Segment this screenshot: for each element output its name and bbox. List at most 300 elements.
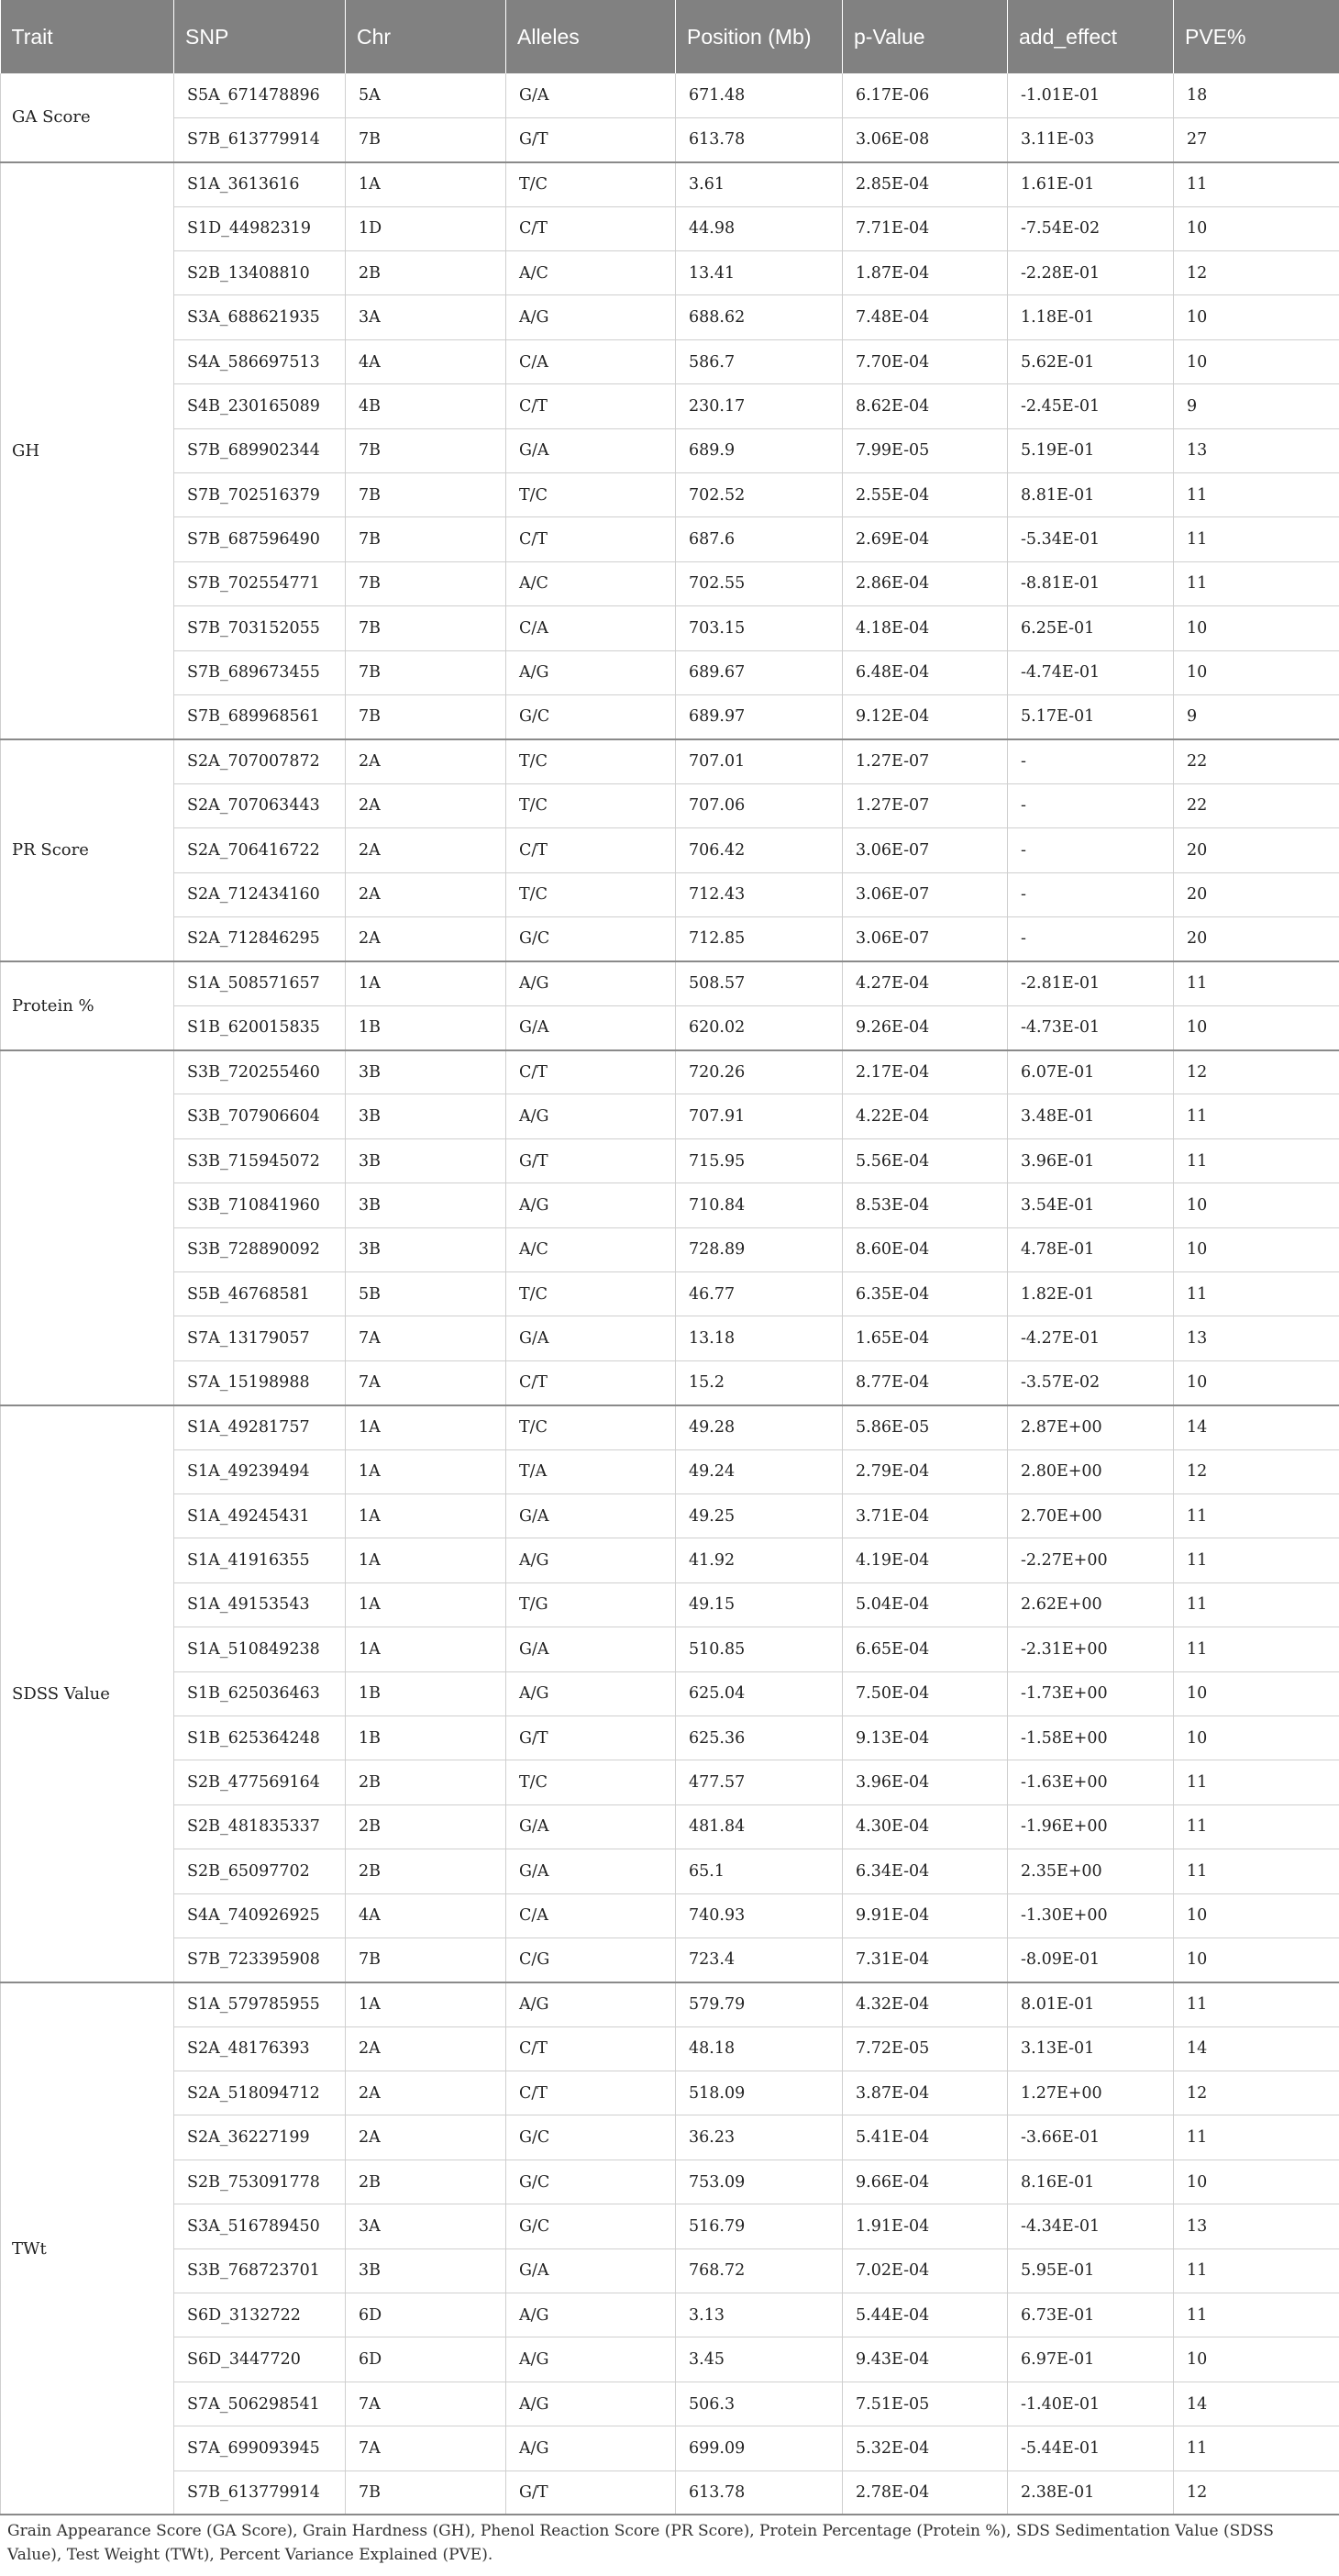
pve-cell: 10 bbox=[1174, 2160, 1339, 2204]
alleles-cell: G/C bbox=[506, 2204, 676, 2248]
p-value-cell: 2.78E-04 bbox=[843, 2471, 1008, 2515]
snp-cell: S5B_46768581 bbox=[174, 1272, 346, 1316]
table-row bbox=[1, 783, 1339, 827]
p-value-cell: 7.02E-04 bbox=[843, 2248, 1008, 2293]
position-cell: 712.85 bbox=[676, 916, 843, 960]
position-cell: 710.84 bbox=[676, 1183, 843, 1227]
p-value-cell: 1.27E-07 bbox=[843, 783, 1008, 827]
snp-cell: S7A_699093945 bbox=[174, 2426, 346, 2471]
position-cell: 44.98 bbox=[676, 206, 843, 250]
snp-cell: S7B_689968561 bbox=[174, 694, 346, 738]
position-cell: 49.25 bbox=[676, 1494, 843, 1538]
position-cell: 720.26 bbox=[676, 1050, 843, 1094]
pve-cell: 9 bbox=[1174, 694, 1339, 738]
alleles-cell: G/T bbox=[506, 1715, 676, 1760]
alleles-cell: T/C bbox=[506, 1760, 676, 1804]
snp-cell: S3A_516789450 bbox=[174, 2204, 346, 2248]
add-effect-cell: 8.01E-01 bbox=[1008, 1982, 1174, 2026]
snp-cell: S1A_41916355 bbox=[174, 1538, 346, 1582]
chr-cell: 1A bbox=[346, 1449, 506, 1493]
position-cell: 706.42 bbox=[676, 828, 843, 872]
p-value-cell: 7.70E-04 bbox=[843, 339, 1008, 383]
add-effect-cell: -1.01E-01 bbox=[1008, 73, 1174, 117]
position-cell: 688.62 bbox=[676, 295, 843, 339]
snp-cell: S1B_625036463 bbox=[174, 1671, 346, 1715]
table-row bbox=[1, 1405, 1339, 1449]
p-value-cell: 4.30E-04 bbox=[843, 1804, 1008, 1849]
alleles-cell: G/C bbox=[506, 916, 676, 960]
table-row bbox=[1, 2248, 1339, 2293]
snp-cell: S2A_518094712 bbox=[174, 2071, 346, 2115]
pve-cell: 27 bbox=[1174, 117, 1339, 161]
add-effect-cell: -4.74E-01 bbox=[1008, 650, 1174, 694]
add-effect-cell: -1.58E+00 bbox=[1008, 1715, 1174, 1760]
add-effect-cell: 6.25E-01 bbox=[1008, 606, 1174, 650]
add-effect-cell: - bbox=[1008, 739, 1174, 783]
snp-cell: S3B_715945072 bbox=[174, 1138, 346, 1183]
add-effect-cell: 2.62E+00 bbox=[1008, 1582, 1174, 1627]
alleles-cell: T/C bbox=[506, 739, 676, 783]
p-value-cell: 3.87E-04 bbox=[843, 2071, 1008, 2115]
trait-cell: TWt bbox=[1, 1982, 174, 2515]
alleles-cell: T/C bbox=[506, 1272, 676, 1316]
add-effect-cell: 1.82E-01 bbox=[1008, 1272, 1174, 1316]
add-effect-cell: -8.09E-01 bbox=[1008, 1938, 1174, 1982]
chr-cell: 3A bbox=[346, 2204, 506, 2248]
pve-cell: 12 bbox=[1174, 1050, 1339, 1094]
pve-cell: 13 bbox=[1174, 1316, 1339, 1360]
table-row bbox=[1, 650, 1339, 694]
snp-cell: S3B_707906604 bbox=[174, 1094, 346, 1138]
chr-cell: 3B bbox=[346, 1227, 506, 1271]
snp-cell: S7B_703152055 bbox=[174, 606, 346, 650]
header-p-value: p-Value bbox=[843, 0, 1008, 73]
header-alleles: Alleles bbox=[506, 0, 676, 73]
snp-cell: S7B_689673455 bbox=[174, 650, 346, 694]
p-value-cell: 2.69E-04 bbox=[843, 517, 1008, 561]
chr-cell: 1B bbox=[346, 1715, 506, 1760]
add-effect-cell: -5.34E-01 bbox=[1008, 517, 1174, 561]
chr-cell: 7A bbox=[346, 1360, 506, 1405]
position-cell: 65.1 bbox=[676, 1849, 843, 1893]
position-cell: 707.06 bbox=[676, 783, 843, 827]
pve-cell: 13 bbox=[1174, 428, 1339, 472]
trait-cell: SDSS Value bbox=[1, 1405, 174, 1982]
pve-cell: 11 bbox=[1174, 1582, 1339, 1627]
pve-cell: 12 bbox=[1174, 2471, 1339, 2515]
p-value-cell: 8.77E-04 bbox=[843, 1360, 1008, 1405]
alleles-cell: C/T bbox=[506, 1050, 676, 1094]
alleles-cell: T/C bbox=[506, 473, 676, 517]
p-value-cell: 6.17E-06 bbox=[843, 73, 1008, 117]
alleles-cell: C/A bbox=[506, 606, 676, 650]
snp-cell: S7B_723395908 bbox=[174, 1938, 346, 1982]
alleles-cell: G/A bbox=[506, 1494, 676, 1538]
chr-cell: 2A bbox=[346, 872, 506, 916]
header-row bbox=[1, 0, 1339, 73]
snp-cell: S7A_506298541 bbox=[174, 2382, 346, 2426]
position-cell: 728.89 bbox=[676, 1227, 843, 1271]
position-cell: 689.97 bbox=[676, 694, 843, 738]
chr-cell: 1A bbox=[346, 1582, 506, 1627]
table-row bbox=[1, 2204, 1339, 2248]
p-value-cell: 7.51E-05 bbox=[843, 2382, 1008, 2426]
position-cell: 699.09 bbox=[676, 2426, 843, 2471]
snp-cell: S6D_3132722 bbox=[174, 2293, 346, 2337]
add-effect-cell: - bbox=[1008, 783, 1174, 827]
alleles-cell: G/T bbox=[506, 1138, 676, 1183]
table-row bbox=[1, 1627, 1339, 1671]
alleles-cell: T/C bbox=[506, 162, 676, 206]
add-effect-cell: 3.48E-01 bbox=[1008, 1094, 1174, 1138]
position-cell: 3.61 bbox=[676, 162, 843, 206]
chr-cell: 1D bbox=[346, 206, 506, 250]
snp-cell: S2B_753091778 bbox=[174, 2160, 346, 2204]
chr-cell: 2A bbox=[346, 2115, 506, 2160]
chr-cell: 2B bbox=[346, 1760, 506, 1804]
alleles-cell: C/T bbox=[506, 2026, 676, 2071]
position-cell: 702.52 bbox=[676, 473, 843, 517]
p-value-cell: 2.86E-04 bbox=[843, 561, 1008, 605]
table-row bbox=[1, 2071, 1339, 2115]
p-value-cell: 5.56E-04 bbox=[843, 1138, 1008, 1183]
p-value-cell: 4.22E-04 bbox=[843, 1094, 1008, 1138]
table-row bbox=[1, 473, 1339, 517]
snp-cell: S2A_706416722 bbox=[174, 828, 346, 872]
chr-cell: 2B bbox=[346, 251, 506, 295]
snp-cell: S2B_65097702 bbox=[174, 1849, 346, 1893]
position-cell: 3.13 bbox=[676, 2293, 843, 2337]
add-effect-cell: -4.34E-01 bbox=[1008, 2204, 1174, 2248]
table-row bbox=[1, 606, 1339, 650]
add-effect-cell: -2.81E-01 bbox=[1008, 961, 1174, 1005]
chr-cell: 1A bbox=[346, 961, 506, 1005]
snp-cell: S1D_44982319 bbox=[174, 206, 346, 250]
table-row bbox=[1, 339, 1339, 383]
p-value-cell: 4.18E-04 bbox=[843, 606, 1008, 650]
add-effect-cell: -2.27E+00 bbox=[1008, 1538, 1174, 1582]
position-cell: 689.67 bbox=[676, 650, 843, 694]
p-value-cell: 9.66E-04 bbox=[843, 2160, 1008, 2204]
pve-cell: 20 bbox=[1174, 828, 1339, 872]
add-effect-cell: -8.81E-01 bbox=[1008, 561, 1174, 605]
alleles-cell: A/G bbox=[506, 1183, 676, 1227]
chr-cell: 3B bbox=[346, 1050, 506, 1094]
table-row bbox=[1, 517, 1339, 561]
pve-cell: 10 bbox=[1174, 650, 1339, 694]
chr-cell: 3B bbox=[346, 1094, 506, 1138]
add-effect-cell: -1.40E-01 bbox=[1008, 2382, 1174, 2426]
add-effect-cell: - bbox=[1008, 916, 1174, 960]
position-cell: 689.9 bbox=[676, 428, 843, 472]
add-effect-cell: 3.96E-01 bbox=[1008, 1138, 1174, 1183]
pve-cell: 11 bbox=[1174, 1760, 1339, 1804]
table-row bbox=[1, 2337, 1339, 2382]
snp-cell: S1B_620015835 bbox=[174, 1005, 346, 1049]
snp-cell: S2A_707063443 bbox=[174, 783, 346, 827]
alleles-cell: T/A bbox=[506, 1449, 676, 1493]
chr-cell: 2B bbox=[346, 1804, 506, 1849]
table-row bbox=[1, 117, 1339, 161]
alleles-cell: G/A bbox=[506, 2248, 676, 2293]
chr-cell: 2B bbox=[346, 1849, 506, 1893]
p-value-cell: 3.06E-07 bbox=[843, 916, 1008, 960]
snp-cell: S4A_586697513 bbox=[174, 339, 346, 383]
pve-cell: 11 bbox=[1174, 1094, 1339, 1138]
chr-cell: 1A bbox=[346, 1494, 506, 1538]
chr-cell: 7B bbox=[346, 694, 506, 738]
position-cell: 41.92 bbox=[676, 1538, 843, 1582]
position-cell: 768.72 bbox=[676, 2248, 843, 2293]
position-cell: 481.84 bbox=[676, 1804, 843, 1849]
add-effect-cell: -1.96E+00 bbox=[1008, 1804, 1174, 1849]
trait-cell bbox=[1, 1050, 174, 1405]
table-row bbox=[1, 206, 1339, 250]
add-effect-cell: - bbox=[1008, 872, 1174, 916]
pve-cell: 10 bbox=[1174, 1938, 1339, 1982]
snp-cell: S1A_49153543 bbox=[174, 1582, 346, 1627]
chr-cell: 7B bbox=[346, 650, 506, 694]
chr-cell: 4B bbox=[346, 384, 506, 428]
pve-cell: 10 bbox=[1174, 1005, 1339, 1049]
add-effect-cell: 6.97E-01 bbox=[1008, 2337, 1174, 2382]
snp-cell: S3A_688621935 bbox=[174, 295, 346, 339]
position-cell: 613.78 bbox=[676, 117, 843, 161]
table-row bbox=[1, 251, 1339, 295]
add-effect-cell: 2.35E+00 bbox=[1008, 1849, 1174, 1893]
add-effect-cell: 8.81E-01 bbox=[1008, 473, 1174, 517]
add-effect-cell: 3.13E-01 bbox=[1008, 2026, 1174, 2071]
chr-cell: 2A bbox=[346, 916, 506, 960]
alleles-cell: C/G bbox=[506, 1938, 676, 1982]
header-chr: Chr bbox=[346, 0, 506, 73]
alleles-cell: G/A bbox=[506, 1804, 676, 1849]
table-row bbox=[1, 1938, 1339, 1982]
pve-cell: 11 bbox=[1174, 517, 1339, 561]
p-value-cell: 3.06E-07 bbox=[843, 872, 1008, 916]
alleles-cell: A/G bbox=[506, 2382, 676, 2426]
trait-cell: GA Score bbox=[1, 73, 174, 162]
table-row bbox=[1, 2115, 1339, 2160]
alleles-cell: G/C bbox=[506, 694, 676, 738]
chr-cell: 7A bbox=[346, 2382, 506, 2426]
p-value-cell: 1.87E-04 bbox=[843, 251, 1008, 295]
pve-cell: 10 bbox=[1174, 206, 1339, 250]
p-value-cell: 9.91E-04 bbox=[843, 1893, 1008, 1938]
table-row bbox=[1, 162, 1339, 206]
table-row bbox=[1, 1715, 1339, 1760]
table-row bbox=[1, 1982, 1339, 2026]
pve-cell: 14 bbox=[1174, 2026, 1339, 2071]
p-value-cell: 6.34E-04 bbox=[843, 1849, 1008, 1893]
snp-cell: S7B_702554771 bbox=[174, 561, 346, 605]
alleles-cell: C/T bbox=[506, 517, 676, 561]
chr-cell: 7B bbox=[346, 117, 506, 161]
table-row bbox=[1, 1316, 1339, 1360]
add-effect-cell: -3.57E-02 bbox=[1008, 1360, 1174, 1405]
alleles-cell: A/G bbox=[506, 2293, 676, 2337]
snp-cell: S1A_49245431 bbox=[174, 1494, 346, 1538]
snp-cell: S1A_49239494 bbox=[174, 1449, 346, 1493]
alleles-cell: G/A bbox=[506, 1005, 676, 1049]
table-row bbox=[1, 1538, 1339, 1582]
alleles-cell: C/T bbox=[506, 384, 676, 428]
add-effect-cell: 5.19E-01 bbox=[1008, 428, 1174, 472]
position-cell: 49.28 bbox=[676, 1405, 843, 1449]
add-effect-cell: 3.11E-03 bbox=[1008, 117, 1174, 161]
table-row bbox=[1, 1760, 1339, 1804]
add-effect-cell: 4.78E-01 bbox=[1008, 1227, 1174, 1271]
table-body bbox=[1, 73, 1339, 2515]
p-value-cell: 6.35E-04 bbox=[843, 1272, 1008, 1316]
add-effect-cell: 2.87E+00 bbox=[1008, 1405, 1174, 1449]
snp-cell: S1A_510849238 bbox=[174, 1627, 346, 1671]
table-row bbox=[1, 916, 1339, 960]
add-effect-cell: 2.38E-01 bbox=[1008, 2471, 1174, 2515]
alleles-cell: C/A bbox=[506, 1893, 676, 1938]
position-cell: 516.79 bbox=[676, 2204, 843, 2248]
p-value-cell: 2.17E-04 bbox=[843, 1050, 1008, 1094]
snp-cell: S7A_15198988 bbox=[174, 1360, 346, 1405]
table-footnote: Grain Appearance Score (GA Score), Grain Hardness (GH), Phenol Reaction Score (PR Score), Protein Percentage (Protein %), SDS Sedimentation Value (SDSS Value), Test Weight (TWt), Percent Variance Explained (PVE). bbox=[7, 2522, 1274, 2564]
pve-cell: 11 bbox=[1174, 1804, 1339, 1849]
alleles-cell: C/T bbox=[506, 206, 676, 250]
position-cell: 740.93 bbox=[676, 1893, 843, 1938]
alleles-cell: T/C bbox=[506, 872, 676, 916]
chr-cell: 7A bbox=[346, 2426, 506, 2471]
trait-cell: Protein % bbox=[1, 961, 174, 1050]
snp-cell: S6D_3447720 bbox=[174, 2337, 346, 2382]
p-value-cell: 3.06E-08 bbox=[843, 117, 1008, 161]
position-cell: 13.41 bbox=[676, 251, 843, 295]
position-cell: 715.95 bbox=[676, 1138, 843, 1183]
position-cell: 712.43 bbox=[676, 872, 843, 916]
table-row bbox=[1, 1360, 1339, 1405]
chr-cell: 7B bbox=[346, 428, 506, 472]
pve-cell: 22 bbox=[1174, 739, 1339, 783]
add-effect-cell: 8.16E-01 bbox=[1008, 2160, 1174, 2204]
table-row bbox=[1, 1582, 1339, 1627]
add-effect-cell: - bbox=[1008, 828, 1174, 872]
alleles-cell: G/T bbox=[506, 117, 676, 161]
position-cell: 46.77 bbox=[676, 1272, 843, 1316]
snp-cell: S2A_712434160 bbox=[174, 872, 346, 916]
pve-cell: 9 bbox=[1174, 384, 1339, 428]
add-effect-cell: 1.18E-01 bbox=[1008, 295, 1174, 339]
position-cell: 49.15 bbox=[676, 1582, 843, 1627]
position-cell: 477.57 bbox=[676, 1760, 843, 1804]
pve-cell: 11 bbox=[1174, 1272, 1339, 1316]
table-row bbox=[1, 2471, 1339, 2515]
alleles-cell: G/C bbox=[506, 2160, 676, 2204]
table-row bbox=[1, 1227, 1339, 1271]
position-cell: 15.2 bbox=[676, 1360, 843, 1405]
position-cell: 510.85 bbox=[676, 1627, 843, 1671]
alleles-cell: A/C bbox=[506, 251, 676, 295]
p-value-cell: 5.44E-04 bbox=[843, 2293, 1008, 2337]
add-effect-cell: 2.70E+00 bbox=[1008, 1494, 1174, 1538]
chr-cell: 1A bbox=[346, 1982, 506, 2026]
pve-cell: 11 bbox=[1174, 2293, 1339, 2337]
p-value-cell: 5.04E-04 bbox=[843, 1582, 1008, 1627]
chr-cell: 4A bbox=[346, 339, 506, 383]
snp-cell: S3B_710841960 bbox=[174, 1183, 346, 1227]
snp-cell: S2B_13408810 bbox=[174, 251, 346, 295]
add-effect-cell: -3.66E-01 bbox=[1008, 2115, 1174, 2160]
pve-cell: 11 bbox=[1174, 1849, 1339, 1893]
table-row bbox=[1, 1804, 1339, 1849]
position-cell: 506.3 bbox=[676, 2382, 843, 2426]
p-value-cell: 9.43E-04 bbox=[843, 2337, 1008, 2382]
snp-cell: S7B_613779914 bbox=[174, 2471, 346, 2515]
add-effect-cell: 1.27E+00 bbox=[1008, 2071, 1174, 2115]
snp-cell: S7B_687596490 bbox=[174, 517, 346, 561]
p-value-cell: 4.19E-04 bbox=[843, 1538, 1008, 1582]
p-value-cell: 5.41E-04 bbox=[843, 2115, 1008, 2160]
pve-cell: 12 bbox=[1174, 1449, 1339, 1493]
chr-cell: 7B bbox=[346, 473, 506, 517]
snp-cell: S1A_579785955 bbox=[174, 1982, 346, 2026]
snp-cell: S2B_481835337 bbox=[174, 1804, 346, 1849]
alleles-cell: A/G bbox=[506, 2337, 676, 2382]
chr-cell: 2A bbox=[346, 2071, 506, 2115]
p-value-cell: 7.71E-04 bbox=[843, 206, 1008, 250]
pve-cell: 10 bbox=[1174, 1183, 1339, 1227]
table-row bbox=[1, 1671, 1339, 1715]
chr-cell: 2A bbox=[346, 783, 506, 827]
add-effect-cell: 5.17E-01 bbox=[1008, 694, 1174, 738]
p-value-cell: 7.48E-04 bbox=[843, 295, 1008, 339]
position-cell: 753.09 bbox=[676, 2160, 843, 2204]
alleles-cell: G/A bbox=[506, 1316, 676, 1360]
chr-cell: 1A bbox=[346, 1538, 506, 1582]
add-effect-cell: -2.31E+00 bbox=[1008, 1627, 1174, 1671]
position-cell: 508.57 bbox=[676, 961, 843, 1005]
position-cell: 707.91 bbox=[676, 1094, 843, 1138]
pve-cell: 11 bbox=[1174, 961, 1339, 1005]
snp-cell: S4A_740926925 bbox=[174, 1893, 346, 1938]
pve-cell: 22 bbox=[1174, 783, 1339, 827]
alleles-cell: A/G bbox=[506, 295, 676, 339]
pve-cell: 11 bbox=[1174, 1494, 1339, 1538]
position-cell: 671.48 bbox=[676, 73, 843, 117]
snp-cell: S2A_707007872 bbox=[174, 739, 346, 783]
table-row bbox=[1, 1050, 1339, 1094]
add-effect-cell: 2.80E+00 bbox=[1008, 1449, 1174, 1493]
table-row bbox=[1, 2160, 1339, 2204]
p-value-cell: 1.27E-07 bbox=[843, 739, 1008, 783]
chr-cell: 3B bbox=[346, 1138, 506, 1183]
pve-cell: 10 bbox=[1174, 606, 1339, 650]
chr-cell: 3A bbox=[346, 295, 506, 339]
position-cell: 36.23 bbox=[676, 2115, 843, 2160]
p-value-cell: 1.65E-04 bbox=[843, 1316, 1008, 1360]
chr-cell: 2A bbox=[346, 828, 506, 872]
pve-cell: 11 bbox=[1174, 1138, 1339, 1183]
pve-cell: 14 bbox=[1174, 2382, 1339, 2426]
pve-cell: 11 bbox=[1174, 1982, 1339, 2026]
pve-cell: 12 bbox=[1174, 2071, 1339, 2115]
pve-cell: 10 bbox=[1174, 1893, 1339, 1938]
p-value-cell: 4.27E-04 bbox=[843, 961, 1008, 1005]
add-effect-cell: -1.30E+00 bbox=[1008, 1893, 1174, 1938]
pve-cell: 11 bbox=[1174, 2426, 1339, 2471]
chr-cell: 3B bbox=[346, 2248, 506, 2293]
alleles-cell: C/A bbox=[506, 339, 676, 383]
chr-cell: 6D bbox=[346, 2293, 506, 2337]
pve-cell: 10 bbox=[1174, 295, 1339, 339]
add-effect-cell: -1.73E+00 bbox=[1008, 1671, 1174, 1715]
